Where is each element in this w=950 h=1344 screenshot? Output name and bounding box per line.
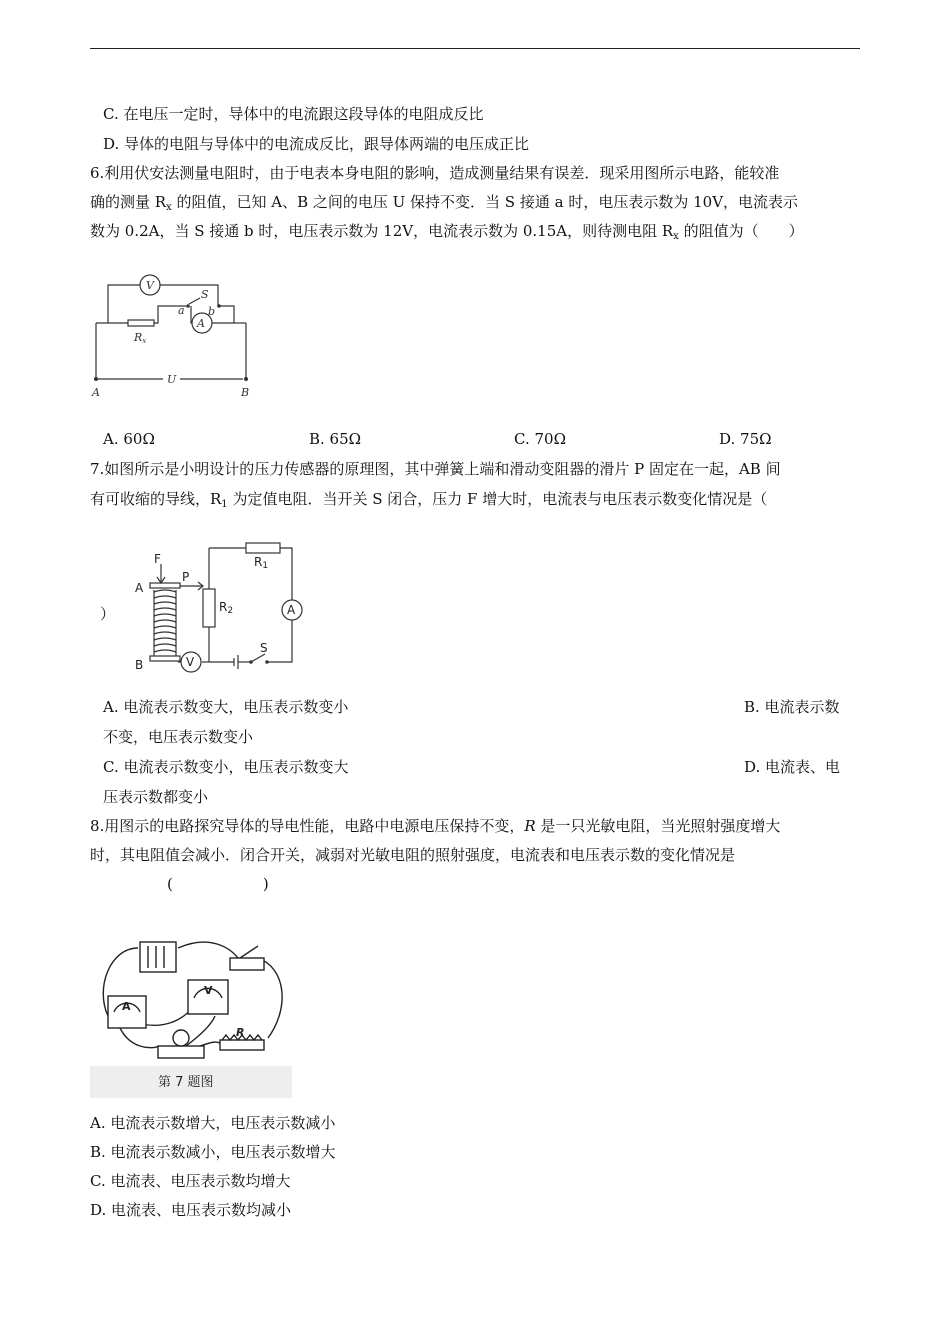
point-a-label: A bbox=[135, 581, 144, 595]
header-rule bbox=[90, 48, 860, 49]
q7-stem-line1: 7.如图所示是小明设计的压力传感器的原理图，其中弹簧上端和滑动变阻器的滑片 P 固定在一起，AB 间 bbox=[90, 460, 781, 478]
force-f-label: F bbox=[154, 552, 161, 566]
point-a-label: A bbox=[92, 386, 100, 399]
switch-label: S bbox=[260, 641, 268, 655]
q7-stem-line2: 有可收缩的导线，$R_1$ 为定值电阻．当开关 S 闭合，压力 F 增大时，电流表与电压表示数变化情况是（ bbox=[90, 490, 768, 510]
ammeter-label: A bbox=[122, 1000, 131, 1013]
q7-option-b-part2: 不变，电压表示数变小 bbox=[103, 728, 254, 746]
q7-option-d-part2: 压表示数都变小 bbox=[103, 788, 209, 806]
ammeter-label: A bbox=[197, 317, 205, 330]
contact-b-label: b bbox=[208, 305, 216, 318]
battery-icon bbox=[140, 942, 176, 972]
rx-label: Rx bbox=[134, 331, 147, 345]
q8-option-d: D. 电流表、电压表示数均减小 bbox=[90, 1201, 292, 1219]
resistor-rx-icon bbox=[128, 320, 154, 326]
q7-option-c: C. 电流表示数变小，电压表示数变大 bbox=[103, 758, 349, 776]
spring-icon bbox=[154, 590, 176, 652]
q6-option-d: D. 75Ω bbox=[719, 430, 772, 448]
q8-option-b: B. 电流表示数减小，电压表示数增大 bbox=[90, 1143, 336, 1161]
q6-circuit-diagram bbox=[88, 268, 260, 404]
photoresistor-label: R bbox=[236, 1026, 245, 1039]
voltmeter-label: V bbox=[204, 984, 213, 997]
q5-option-c: C. 在电压一定时，导体中的电流跟这段导体的电阻成反比 bbox=[103, 105, 484, 123]
figure-caption: 第 7 题图 bbox=[158, 1075, 214, 1090]
q6-option-b: B. 65Ω bbox=[309, 430, 362, 448]
q8-answer-paren: ( ) bbox=[167, 875, 269, 893]
voltage-u-label: U bbox=[167, 373, 177, 386]
q8-stem-line1: 8.用图示的电路探究导体的导电性能，电路中电源电压保持不变，R 是一只光敏电阻，当光照射强度增大 bbox=[90, 817, 781, 835]
slider-p-label: P bbox=[182, 570, 190, 584]
r1-label: R1 bbox=[254, 555, 269, 571]
voltmeter-label: V bbox=[146, 279, 154, 292]
point-b-label: B bbox=[135, 658, 144, 672]
point-b-label: B bbox=[241, 386, 250, 399]
q8-stem-line2: 时，其电阻值会减小．闭合开关，减弱对光敏电阻的照射强度，电流表和电压表示数的变化情况是 bbox=[90, 846, 736, 864]
q7-option-a: A. 电流表示数变大，电压表示数变小 bbox=[103, 698, 349, 716]
contact-a-label: a bbox=[178, 304, 185, 317]
q6-option-a: A. 60Ω bbox=[103, 430, 155, 448]
q8-option-a: A. 电流表示数增大，电压表示数减小 bbox=[90, 1114, 336, 1132]
voltmeter-label: V bbox=[186, 655, 195, 669]
bulb-base-icon bbox=[158, 1046, 204, 1058]
q7-option-b-part1: B. 电流表示数 bbox=[744, 698, 840, 716]
r2-label: R2 bbox=[219, 600, 234, 616]
q6-stem-line1: 6.利用伏安法测量电阻时，由于电表本身电阻的影响，造成测量结果有误差．现采用图所示电路，能较准 bbox=[90, 164, 780, 182]
q7-stem-close-paren: ） bbox=[100, 605, 116, 623]
rheostat-r2-icon bbox=[203, 589, 215, 627]
q8-option-c: C. 电流表、电压表示数均增大 bbox=[90, 1172, 291, 1190]
bulb-icon bbox=[173, 1030, 189, 1046]
q8-circuit-photo bbox=[90, 928, 292, 1098]
resistor-r1-icon bbox=[246, 543, 280, 553]
q6-option-c: C. 70Ω bbox=[514, 430, 567, 448]
ammeter-label: A bbox=[287, 603, 296, 617]
q7-pressure-sensor-diagram bbox=[130, 534, 310, 676]
q6-stem-line3: 数为 0.2A，当 S 接通 b 时，电压表示数为 12V，电流表示数为 0.15A，则待测电阻 $R_x$ 的阻值为（ ） bbox=[90, 222, 804, 242]
switch-label: S bbox=[201, 288, 209, 301]
photoresistor-icon bbox=[220, 1040, 264, 1050]
q7-option-d-part1: D. 电流表、电 bbox=[744, 758, 841, 776]
q5-option-d: D. 导体的电阻与导体中的电流成反比，跟导体两端的电压成正比 bbox=[103, 135, 530, 153]
q6-stem-line2: 确的测量 $R_x$ 的阻值，已知 A、B 之间的电压 U 保持不变．当 S 接通 a 时，电压表示数为 10V，电流表示 bbox=[90, 193, 799, 213]
switch-icon bbox=[230, 958, 264, 970]
